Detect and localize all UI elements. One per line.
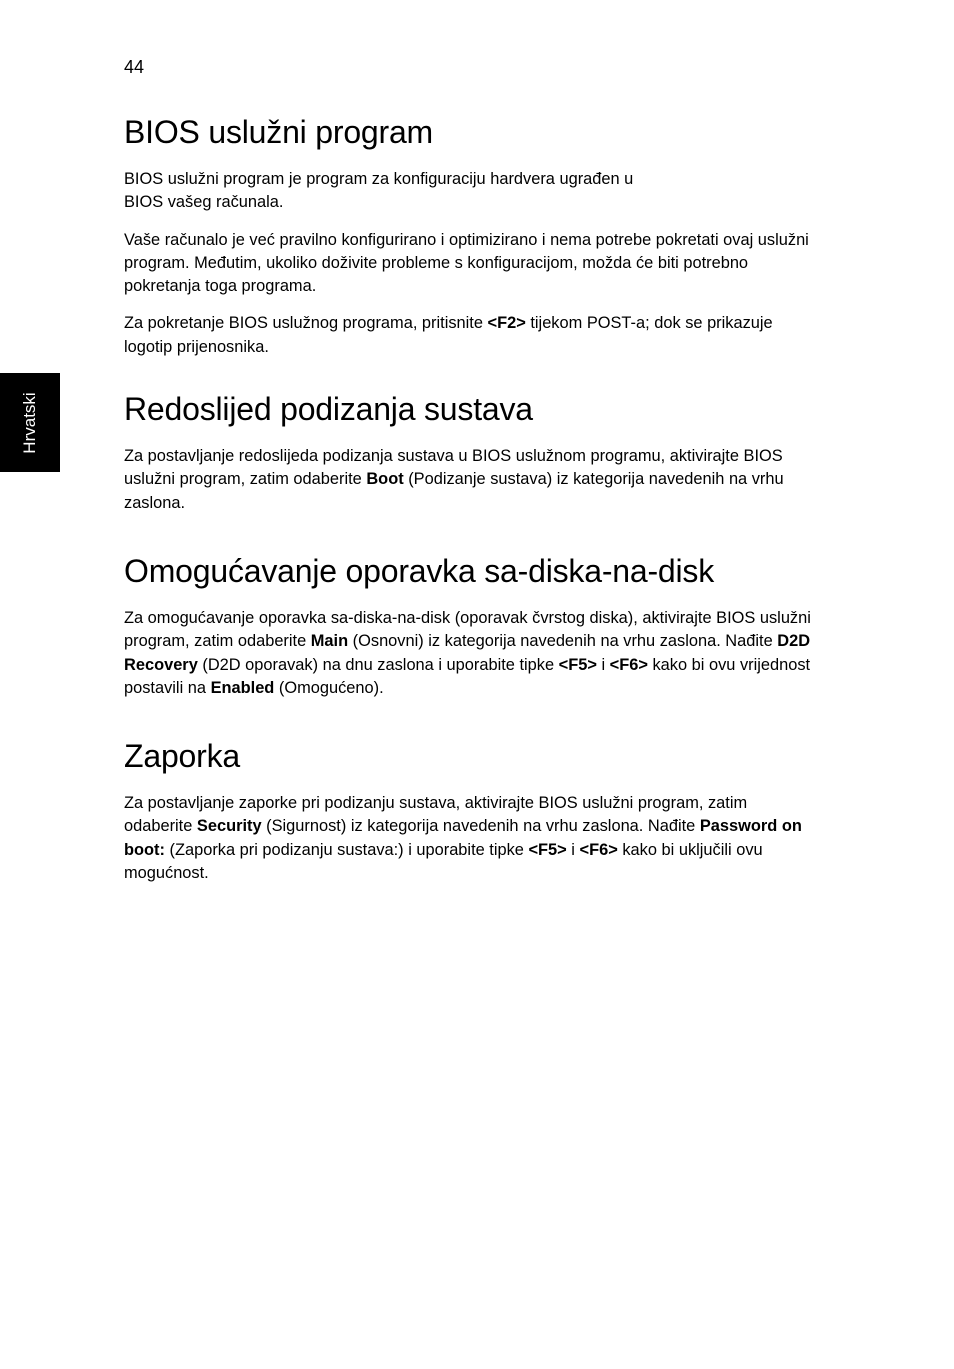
text-run: BIOS uslužni program je program za konfiguraciju hardvera ugrađen u [124,170,634,188]
paragraph [124,607,814,700]
section-boot-sequence [124,389,814,515]
paragraph [124,168,814,215]
section-title: Omogućavanje oporavka sa-diska-na-disk [124,552,715,589]
text-run: (Sigurnost) iz kategorija navedenih na vrhu zaslona. Nađite [261,817,700,836]
text-run: Za postavljanje redoslijeda podizanja sustava u BIOS uslužnom programu, aktivirajte BIOS uslužni program, zatim odaberite [124,447,783,489]
text-run: (Osnovni) iz kategorija navedenih na vrhu zaslona. Nađite [348,632,778,651]
section-disk-to-disk-recovery [124,551,814,700]
text-run: i [596,655,610,674]
text-run: tijekom POST-a; dok se prikazuje logotip prijenosnika. [124,314,773,356]
page-number: 44 [124,57,145,77]
text-run: (Zaporka pri podizanju sustava:) i uporabite tipke [164,840,529,859]
menu-term: D2D Recovery [124,632,811,674]
paragraph [124,792,814,885]
key-label: <F2> [487,314,526,333]
text-run: i [566,840,580,859]
text-run: (D2D oporavak) na dnu zaslona i uporabite tipke [197,655,559,674]
section-bios-utility [124,112,814,359]
key-label: <F5> [528,840,567,859]
section-password [124,736,814,885]
key-label: <F5> [558,655,597,674]
menu-term: Security [196,817,262,836]
menu-term: Password on boot: [124,817,802,859]
language-side-tab-label: Hrvatski [20,392,39,454]
paragraph [124,312,814,359]
text-run: Za omogućavanje oporavka sa-diska-na-disk (oporavak čvrstog diska), aktivirajte BIOS uslužni program, zatim odaberite [124,608,811,651]
key-label: <F6> [579,840,618,859]
text-run: BIOS vašeg računala. [124,193,284,212]
menu-term: Main [310,632,349,651]
text-run: (Omogućeno). [274,678,384,697]
section-title: Redoslijed podizanja sustava [124,391,533,428]
text-run: (Podizanje sustava) iz kategorija navedenih na vrhu zaslona. [124,470,784,512]
text-run: Za pokretanje BIOS uslužnog programa, pritisnite [124,314,488,333]
menu-term: Enabled [210,678,275,697]
text-run: kako bi uključili ovu mogućnost. [124,840,763,883]
paragraph [124,445,814,515]
text-run: Za postavljanje zaporke pri podizanju sustava, aktivirajte BIOS uslužni program, zatim odaberite [124,794,748,836]
section-title: Zaporka [124,738,240,775]
text-run: kako bi ovu vrijednost postavili na [124,655,811,697]
section-title: BIOS uslužni program [124,114,434,150]
menu-term: Boot [366,470,404,489]
language-side-tab [0,373,60,472]
key-label: <F6> [609,655,648,674]
paragraph: Vaše računalo je već pravilno konfigurirano i optimizirano i nema potrebe pokretati ovaj uslužni program. Međutim, ukoliko doživite probleme s konfiguracijom, možda će biti potrebno pokretanja toga programa. [124,230,809,296]
page-content [124,112,814,899]
